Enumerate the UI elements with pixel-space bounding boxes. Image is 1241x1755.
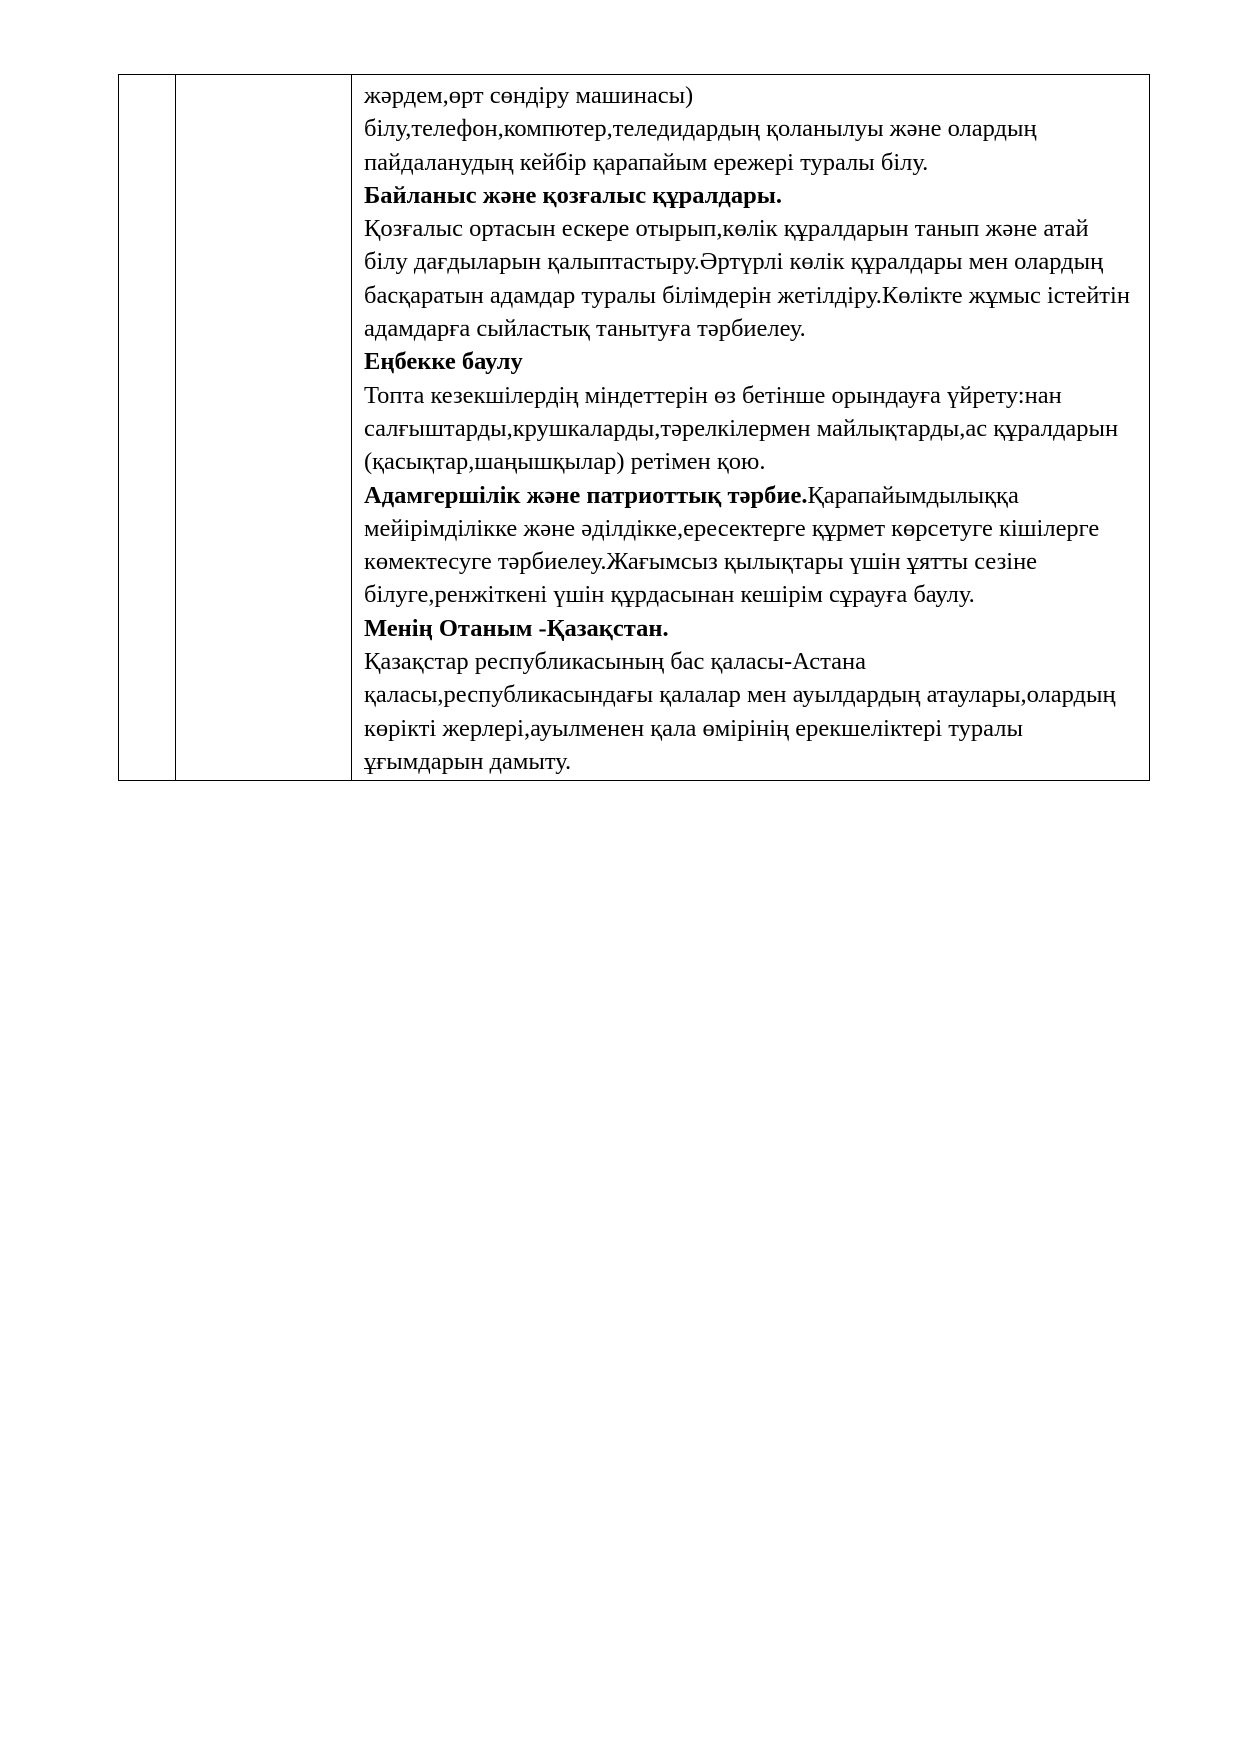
- section-heading-moral-patriotic: Адамгершілік және патриоттық тәрбие.: [364, 481, 808, 509]
- paragraph-text: Топта кезекшілердің міндеттерін өз бетінше орындауға үйрету:нан салғыштарды,крушкаларды,тәрелкілермен майлықтарды,ас құралдарын (қасықтар,шаңышқылар) ретімен қою.: [364, 381, 1119, 476]
- paragraph-text: білу,телефон,компютер,теледидардың қоланылуы және олардың пайдаланудың кейбір қарапайым ережері туралы білу.: [364, 115, 1037, 176]
- paragraph-text: Қозғалыс ортасын ескере отырып,көлік құралдарын танып және атай білу дағдыларын қалыптастыру.Әртүрлі көлік құралдары мен олардың басқаратын адамдар туралы білімдерін жетілдіру.Көлікте жұмыс істейтін адамдарға сыйластық танытуға тәрбиелеу.: [364, 215, 1130, 343]
- plan-table: [118, 74, 1150, 781]
- table-cell-empty-2: [176, 75, 352, 781]
- section-heading-labor: Еңбекке баулу: [364, 348, 523, 376]
- paragraph-mixed: [364, 479, 1137, 612]
- section-heading-communication-transport: Байланыс және қозғалыс құралдары.: [364, 181, 782, 209]
- section-heading-homeland: Менің Отаным -Қазақстан.: [364, 614, 669, 642]
- table-cell-empty-1: [119, 75, 176, 781]
- paragraph-text: Қарапайымдылыққа мейірімділікке және әділдікке,ересектерге құрмет көрсетуге кішілерге көмектесуге тәрбиелеу.Жағымсыз қылықтары үшін ұятты сезіне білуге,ренжіткені үшін құрдасынан кешірім сұрауға баулу.: [364, 481, 1100, 609]
- table-row: [119, 75, 1150, 781]
- paragraph-text: Қазақстар республикасының бас қаласы-Астана қаласы,республикасындағы қалалар мен ауылдардың атаулары,олардың көрікті жерлері,ауылменен қала өмірінің ерекшеліктері туралы ұғымдарын дамыту.: [364, 648, 1116, 775]
- paragraph-text: жәрдем,өрт сөндіру машинасы): [364, 82, 694, 109]
- table-cell-content: [352, 75, 1150, 781]
